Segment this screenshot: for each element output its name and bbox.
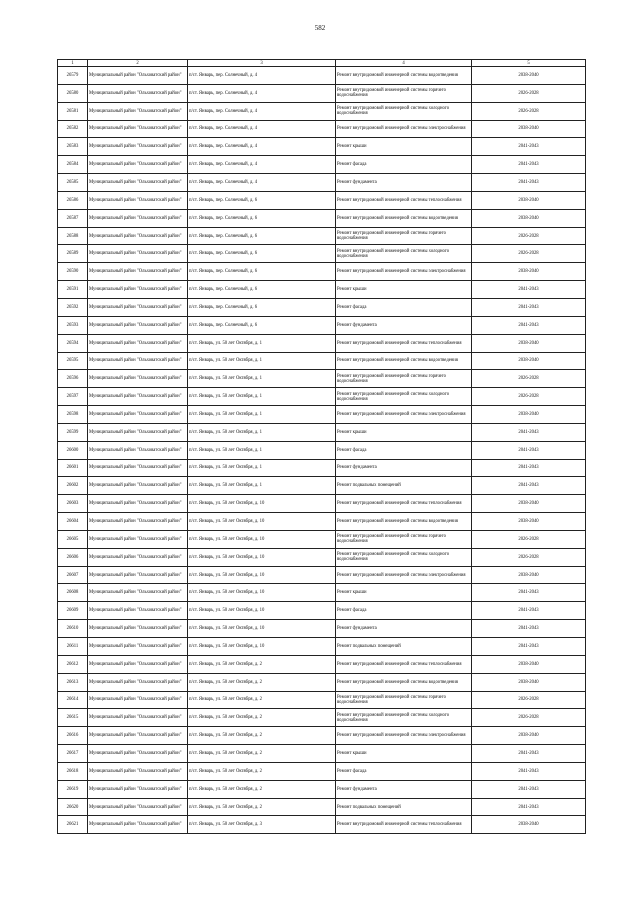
period-cell: 2026-2028 bbox=[472, 227, 586, 245]
work-type-cell: Ремонт внутридомовой инженерной системы теплоснабжения bbox=[336, 816, 472, 834]
row-number: 26618 bbox=[58, 762, 88, 780]
municipality-cell: Муниципальный район "Ольховатский район" bbox=[88, 673, 188, 691]
row-number: 26586 bbox=[58, 191, 88, 209]
address-cell: п/ст. Январь, пер. Солнечный, д. 6 bbox=[188, 263, 336, 281]
work-type-cell: Ремонт подвальных помещений bbox=[336, 798, 472, 816]
address-cell: п/ст. Январь, ул. 50 лет Октября, д. 2 bbox=[188, 762, 336, 780]
period-cell: 2038-2040 bbox=[472, 352, 586, 370]
municipality-cell: Муниципальный район "Ольховатский район" bbox=[88, 334, 188, 352]
work-type-cell: Ремонт внутридомовой инженерной системы электроснабжения bbox=[336, 263, 472, 281]
address-cell: п/ст. Январь, пер. Солнечный, д. 6 bbox=[188, 209, 336, 227]
work-type-cell: Ремонт фасада bbox=[336, 441, 472, 459]
table-row bbox=[58, 566, 586, 584]
period-cell: 2038-2040 bbox=[472, 334, 586, 352]
period-cell: 2038-2040 bbox=[472, 120, 586, 138]
work-type-cell: Ремонт подвальных помещений bbox=[336, 638, 472, 656]
table-row bbox=[58, 780, 586, 798]
municipality-cell: Муниципальный район "Ольховатский район" bbox=[88, 138, 188, 156]
municipality-cell: Муниципальный район "Ольховатский район" bbox=[88, 798, 188, 816]
table-row bbox=[58, 227, 586, 245]
municipality-cell: Муниципальный район "Ольховатский район" bbox=[88, 530, 188, 548]
work-type-cell: Ремонт внутридомовой инженерной системы горячего водоснабжения bbox=[336, 530, 472, 548]
table-row bbox=[58, 673, 586, 691]
row-number: 26584 bbox=[58, 156, 88, 174]
work-type-cell: Ремонт внутридомовой инженерной системы электроснабжения bbox=[336, 566, 472, 584]
row-number: 26582 bbox=[58, 120, 88, 138]
table-row bbox=[58, 316, 586, 334]
table-row bbox=[58, 691, 586, 709]
period-cell: 2038-2040 bbox=[472, 495, 586, 513]
period-cell: 2038-2040 bbox=[472, 406, 586, 424]
address-cell: п/ст. Январь, ул. 50 лет Октября, д. 1 bbox=[188, 388, 336, 406]
row-number: 26609 bbox=[58, 602, 88, 620]
period-cell: 2038-2040 bbox=[472, 191, 586, 209]
header-col-3: 3 bbox=[188, 60, 336, 67]
address-cell: п/ст. Январь, ул. 50 лет Октября, д. 1 bbox=[188, 423, 336, 441]
work-type-cell: Ремонт внутридомовой инженерной системы горячего водоснабжения bbox=[336, 370, 472, 388]
address-cell: п/ст. Январь, ул. 50 лет Октября, д. 1 bbox=[188, 441, 336, 459]
address-cell: п/ст. Январь, ул. 50 лет Октября, д. 10 bbox=[188, 548, 336, 566]
municipality-cell: Муниципальный район "Ольховатский район" bbox=[88, 120, 188, 138]
address-cell: п/ст. Январь, ул. 50 лет Октября, д. 2 bbox=[188, 780, 336, 798]
table-row bbox=[58, 102, 586, 120]
period-cell: 2026-2028 bbox=[472, 102, 586, 120]
work-type-cell: Ремонт внутридомовой инженерной системы теплоснабжения bbox=[336, 655, 472, 673]
table-row bbox=[58, 459, 586, 477]
period-cell: 2038-2040 bbox=[472, 566, 586, 584]
row-number: 26602 bbox=[58, 477, 88, 495]
table-row bbox=[58, 298, 586, 316]
table-row bbox=[58, 816, 586, 834]
municipality-cell: Муниципальный район "Ольховатский район" bbox=[88, 566, 188, 584]
municipality-cell: Муниципальный район "Ольховатский район" bbox=[88, 638, 188, 656]
table-row bbox=[58, 138, 586, 156]
row-number: 26612 bbox=[58, 655, 88, 673]
period-cell: 2041-2043 bbox=[472, 762, 586, 780]
municipality-cell: Муниципальный район "Ольховатский район" bbox=[88, 298, 188, 316]
table-row bbox=[58, 655, 586, 673]
municipality-cell: Муниципальный район "Ольховатский район" bbox=[88, 477, 188, 495]
table-row bbox=[58, 263, 586, 281]
period-cell: 2041-2043 bbox=[472, 174, 586, 192]
row-number: 26605 bbox=[58, 530, 88, 548]
table-row bbox=[58, 209, 586, 227]
address-cell: п/ст. Январь, пер. Солнечный, д. 6 bbox=[188, 227, 336, 245]
work-type-cell: Ремонт фундамента bbox=[336, 316, 472, 334]
work-type-cell: Ремонт внутридомовой инженерной системы электроснабжения bbox=[336, 727, 472, 745]
period-cell: 2041-2043 bbox=[472, 620, 586, 638]
work-type-cell: Ремонт внутридомовой инженерной системы водоотведения bbox=[336, 673, 472, 691]
row-number: 26594 bbox=[58, 334, 88, 352]
work-type-cell: Ремонт внутридомовой инженерной системы холодного водоснабжения bbox=[336, 709, 472, 727]
work-type-cell: Ремонт внутридомовой инженерной системы водоотведения bbox=[336, 67, 472, 85]
municipality-cell: Муниципальный район "Ольховатский район" bbox=[88, 780, 188, 798]
period-cell: 2026-2028 bbox=[472, 709, 586, 727]
municipality-cell: Муниципальный район "Ольховатский район" bbox=[88, 709, 188, 727]
row-number: 26614 bbox=[58, 691, 88, 709]
work-type-cell: Ремонт фасада bbox=[336, 602, 472, 620]
address-cell: п/ст. Январь, ул. 50 лет Октября, д. 1 bbox=[188, 334, 336, 352]
row-number: 26611 bbox=[58, 638, 88, 656]
work-type-cell: Ремонт крыши bbox=[336, 138, 472, 156]
municipality-cell: Муниципальный район "Ольховатский район" bbox=[88, 620, 188, 638]
work-type-cell: Ремонт внутридомовой инженерной системы холодного водоснабжения bbox=[336, 102, 472, 120]
row-number: 26597 bbox=[58, 388, 88, 406]
municipality-cell: Муниципальный район "Ольховатский район" bbox=[88, 459, 188, 477]
row-number: 26601 bbox=[58, 459, 88, 477]
work-type-cell: Ремонт внутридомовой инженерной системы горячего водоснабжения bbox=[336, 691, 472, 709]
period-cell: 2026-2028 bbox=[472, 84, 586, 102]
work-type-cell: Ремонт фасада bbox=[336, 762, 472, 780]
municipality-cell: Муниципальный район "Ольховатский район" bbox=[88, 281, 188, 299]
period-cell: 2038-2040 bbox=[472, 209, 586, 227]
municipality-cell: Муниципальный район "Ольховатский район" bbox=[88, 245, 188, 263]
table-row bbox=[58, 584, 586, 602]
work-type-cell: Ремонт внутридомовой инженерной системы водоотведения bbox=[336, 513, 472, 531]
header-row bbox=[58, 60, 586, 67]
work-type-cell: Ремонт внутридомовой инженерной системы горячего водоснабжения bbox=[336, 84, 472, 102]
header-col-5: 5 bbox=[472, 60, 586, 67]
work-type-cell: Ремонт внутридомовой инженерной системы теплоснабжения bbox=[336, 334, 472, 352]
period-cell: 2041-2043 bbox=[472, 316, 586, 334]
municipality-cell: Муниципальный район "Ольховатский район" bbox=[88, 209, 188, 227]
municipality-cell: Муниципальный район "Ольховатский район" bbox=[88, 263, 188, 281]
work-type-cell: Ремонт внутридомовой инженерной системы водоотведения bbox=[336, 209, 472, 227]
row-number: 26585 bbox=[58, 174, 88, 192]
period-cell: 2026-2028 bbox=[472, 530, 586, 548]
row-number: 26595 bbox=[58, 352, 88, 370]
municipality-cell: Муниципальный район "Ольховатский район" bbox=[88, 174, 188, 192]
address-cell: п/ст. Январь, пер. Солнечный, д. 4 bbox=[188, 174, 336, 192]
address-cell: п/ст. Январь, пер. Солнечный, д. 6 bbox=[188, 245, 336, 263]
address-cell: п/ст. Январь, ул. 50 лет Октября, д. 2 bbox=[188, 727, 336, 745]
address-cell: п/ст. Январь, ул. 50 лет Октября, д. 2 bbox=[188, 691, 336, 709]
municipality-cell: Муниципальный район "Ольховатский район" bbox=[88, 727, 188, 745]
municipality-cell: Муниципальный район "Ольховатский район" bbox=[88, 495, 188, 513]
period-cell: 2041-2043 bbox=[472, 798, 586, 816]
address-cell: п/ст. Январь, ул. 50 лет Октября, д. 10 bbox=[188, 638, 336, 656]
municipality-cell: Муниципальный район "Ольховатский район" bbox=[88, 370, 188, 388]
work-type-cell: Ремонт крыши bbox=[336, 584, 472, 602]
period-cell: 2041-2043 bbox=[472, 638, 586, 656]
period-cell: 2038-2040 bbox=[472, 673, 586, 691]
period-cell: 2026-2028 bbox=[472, 691, 586, 709]
table-row bbox=[58, 709, 586, 727]
table-row bbox=[58, 727, 586, 745]
page-number: 582 bbox=[314, 24, 326, 32]
table-row bbox=[58, 370, 586, 388]
row-number: 26591 bbox=[58, 281, 88, 299]
table-row bbox=[58, 441, 586, 459]
table-row bbox=[58, 191, 586, 209]
table-row bbox=[58, 156, 586, 174]
address-cell: п/ст. Январь, ул. 50 лет Октября, д. 10 bbox=[188, 513, 336, 531]
address-cell: п/ст. Январь, ул. 50 лет Октября, д. 10 bbox=[188, 584, 336, 602]
period-cell: 2041-2043 bbox=[472, 156, 586, 174]
table-row bbox=[58, 84, 586, 102]
work-type-cell: Ремонт крыши bbox=[336, 281, 472, 299]
row-number: 26592 bbox=[58, 298, 88, 316]
row-number: 26613 bbox=[58, 673, 88, 691]
period-cell: 2041-2043 bbox=[472, 441, 586, 459]
work-type-cell: Ремонт крыши bbox=[336, 745, 472, 763]
row-number: 26588 bbox=[58, 227, 88, 245]
work-type-cell: Ремонт внутридомовой инженерной системы теплоснабжения bbox=[336, 495, 472, 513]
table-row bbox=[58, 423, 586, 441]
row-number: 26607 bbox=[58, 566, 88, 584]
header-col-1: 1 bbox=[58, 60, 88, 67]
address-cell: п/ст. Январь, ул. 50 лет Октября, д. 10 bbox=[188, 620, 336, 638]
address-cell: п/ст. Январь, ул. 50 лет Октября, д. 10 bbox=[188, 566, 336, 584]
period-cell: 2026-2028 bbox=[472, 370, 586, 388]
work-type-cell: Ремонт внутридомовой инженерной системы холодного водоснабжения bbox=[336, 388, 472, 406]
work-type-cell: Ремонт внутридомовой инженерной системы электроснабжения bbox=[336, 120, 472, 138]
work-type-cell: Ремонт внутридомовой инженерной системы горячего водоснабжения bbox=[336, 227, 472, 245]
work-type-cell: Ремонт фасада bbox=[336, 298, 472, 316]
address-cell: п/ст. Январь, пер. Солнечный, д. 6 bbox=[188, 281, 336, 299]
row-number: 26580 bbox=[58, 84, 88, 102]
work-type-cell: Ремонт внутридомовой инженерной системы водоотведения bbox=[336, 352, 472, 370]
work-type-cell: Ремонт внутридомовой инженерной системы холодного водоснабжения bbox=[336, 245, 472, 263]
municipality-cell: Муниципальный район "Ольховатский район" bbox=[88, 67, 188, 85]
work-type-cell: Ремонт крыши bbox=[336, 423, 472, 441]
work-type-cell: Ремонт фундамента bbox=[336, 780, 472, 798]
period-cell: 2041-2043 bbox=[472, 138, 586, 156]
row-number: 26593 bbox=[58, 316, 88, 334]
table-row bbox=[58, 352, 586, 370]
period-cell: 2041-2043 bbox=[472, 780, 586, 798]
municipality-cell: Муниципальный район "Ольховатский район" bbox=[88, 548, 188, 566]
work-type-cell: Ремонт фундамента bbox=[336, 174, 472, 192]
work-type-cell: Ремонт фасада bbox=[336, 156, 472, 174]
period-cell: 2041-2043 bbox=[472, 602, 586, 620]
period-cell: 2041-2043 bbox=[472, 298, 586, 316]
address-cell: п/ст. Январь, ул. 50 лет Октября, д. 1 bbox=[188, 477, 336, 495]
row-number: 26615 bbox=[58, 709, 88, 727]
address-cell: п/ст. Январь, пер. Солнечный, д. 4 bbox=[188, 120, 336, 138]
address-cell: п/ст. Январь, ул. 50 лет Октября, д. 2 bbox=[188, 798, 336, 816]
address-cell: п/ст. Январь, пер. Солнечный, д. 6 bbox=[188, 298, 336, 316]
row-number: 26608 bbox=[58, 584, 88, 602]
table-row bbox=[58, 602, 586, 620]
table-row bbox=[58, 548, 586, 566]
period-cell: 2026-2028 bbox=[472, 548, 586, 566]
municipality-cell: Муниципальный район "Ольховатский район" bbox=[88, 156, 188, 174]
address-cell: п/ст. Январь, ул. 50 лет Октября, д. 2 bbox=[188, 673, 336, 691]
address-cell: п/ст. Январь, ул. 50 лет Октября, д. 10 bbox=[188, 495, 336, 513]
row-number: 26598 bbox=[58, 406, 88, 424]
municipality-cell: Муниципальный район "Ольховатский район" bbox=[88, 513, 188, 531]
work-type-cell: Ремонт внутридомовой инженерной системы холодного водоснабжения bbox=[336, 548, 472, 566]
municipality-cell: Муниципальный район "Ольховатский район" bbox=[88, 745, 188, 763]
municipality-cell: Муниципальный район "Ольховатский район" bbox=[88, 602, 188, 620]
row-number: 26610 bbox=[58, 620, 88, 638]
address-cell: п/ст. Январь, пер. Солнечный, д. 6 bbox=[188, 191, 336, 209]
work-type-cell: Ремонт подвальных помещений bbox=[336, 477, 472, 495]
address-cell: п/ст. Январь, ул. 50 лет Октября, д. 1 bbox=[188, 370, 336, 388]
row-number: 26579 bbox=[58, 67, 88, 85]
municipality-cell: Муниципальный район "Ольховатский район" bbox=[88, 691, 188, 709]
municipality-cell: Муниципальный район "Ольховатский район" bbox=[88, 316, 188, 334]
period-cell: 2038-2040 bbox=[472, 513, 586, 531]
table-row bbox=[58, 745, 586, 763]
address-cell: п/ст. Январь, пер. Солнечный, д. 4 bbox=[188, 84, 336, 102]
address-cell: п/ст. Январь, ул. 50 лет Октября, д. 1 bbox=[188, 459, 336, 477]
municipality-cell: Муниципальный район "Ольховатский район" bbox=[88, 762, 188, 780]
period-cell: 2041-2043 bbox=[472, 477, 586, 495]
municipality-cell: Муниципальный район "Ольховатский район" bbox=[88, 655, 188, 673]
period-cell: 2041-2043 bbox=[472, 423, 586, 441]
table-row bbox=[58, 798, 586, 816]
table-row bbox=[58, 245, 586, 263]
table-row bbox=[58, 638, 586, 656]
table-row bbox=[58, 620, 586, 638]
address-cell: п/ст. Январь, ул. 50 лет Октября, д. 2 bbox=[188, 745, 336, 763]
address-cell: п/ст. Январь, ул. 50 лет Октября, д. 1 bbox=[188, 406, 336, 424]
row-number: 26581 bbox=[58, 102, 88, 120]
row-number: 26599 bbox=[58, 423, 88, 441]
row-number: 26616 bbox=[58, 727, 88, 745]
address-cell: п/ст. Январь, ул. 50 лет Октября, д. 2 bbox=[188, 709, 336, 727]
header-col-2: 2 bbox=[88, 60, 188, 67]
header-col-4: 4 bbox=[336, 60, 472, 67]
period-cell: 2038-2040 bbox=[472, 655, 586, 673]
work-type-cell: Ремонт внутридомовой инженерной системы электроснабжения bbox=[336, 406, 472, 424]
municipality-cell: Муниципальный район "Ольховатский район" bbox=[88, 388, 188, 406]
address-cell: п/ст. Январь, ул. 50 лет Октября, д. 10 bbox=[188, 602, 336, 620]
municipality-cell: Муниципальный район "Ольховатский район" bbox=[88, 84, 188, 102]
period-cell: 2038-2040 bbox=[472, 727, 586, 745]
municipality-cell: Муниципальный район "Ольховатский район" bbox=[88, 227, 188, 245]
row-number: 26621 bbox=[58, 816, 88, 834]
address-cell: п/ст. Январь, ул. 50 лет Октября, д. 2 bbox=[188, 655, 336, 673]
table-row bbox=[58, 67, 586, 85]
address-cell: п/ст. Январь, пер. Солнечный, д. 4 bbox=[188, 102, 336, 120]
table-row bbox=[58, 513, 586, 531]
row-number: 26600 bbox=[58, 441, 88, 459]
row-number: 26596 bbox=[58, 370, 88, 388]
municipality-cell: Муниципальный район "Ольховатский район" bbox=[88, 191, 188, 209]
work-type-cell: Ремонт внутридомовой инженерной системы теплоснабжения bbox=[336, 191, 472, 209]
municipality-cell: Муниципальный район "Ольховатский район" bbox=[88, 102, 188, 120]
capital-repair-table bbox=[57, 59, 586, 834]
municipality-cell: Муниципальный район "Ольховатский район" bbox=[88, 352, 188, 370]
municipality-cell: Муниципальный район "Ольховатский район" bbox=[88, 816, 188, 834]
row-number: 26590 bbox=[58, 263, 88, 281]
row-number: 26587 bbox=[58, 209, 88, 227]
row-number: 26603 bbox=[58, 495, 88, 513]
row-number: 26589 bbox=[58, 245, 88, 263]
municipality-cell: Муниципальный район "Ольховатский район" bbox=[88, 423, 188, 441]
period-cell: 2026-2028 bbox=[472, 245, 586, 263]
table-row bbox=[58, 334, 586, 352]
period-cell: 2038-2040 bbox=[472, 816, 586, 834]
municipality-cell: Муниципальный район "Ольховатский район" bbox=[88, 406, 188, 424]
row-number: 26617 bbox=[58, 745, 88, 763]
table-row bbox=[58, 530, 586, 548]
period-cell: 2041-2043 bbox=[472, 745, 586, 763]
row-number: 26604 bbox=[58, 513, 88, 531]
address-cell: п/ст. Январь, ул. 50 лет Октября, д. 1 bbox=[188, 352, 336, 370]
row-number: 26583 bbox=[58, 138, 88, 156]
period-cell: 2026-2028 bbox=[472, 388, 586, 406]
period-cell: 2041-2043 bbox=[472, 281, 586, 299]
period-cell: 2038-2040 bbox=[472, 263, 586, 281]
work-type-cell: Ремонт фундамента bbox=[336, 620, 472, 638]
table-body bbox=[58, 67, 586, 834]
municipality-cell: Муниципальный район "Ольховатский район" bbox=[88, 441, 188, 459]
table-row bbox=[58, 762, 586, 780]
table-row bbox=[58, 477, 586, 495]
table-row bbox=[58, 120, 586, 138]
table-row bbox=[58, 174, 586, 192]
row-number: 26620 bbox=[58, 798, 88, 816]
address-cell: п/ст. Январь, пер. Солнечный, д. 6 bbox=[188, 316, 336, 334]
address-cell: п/ст. Январь, ул. 50 лет Октября, д. 3 bbox=[188, 816, 336, 834]
address-cell: п/ст. Январь, пер. Солнечный, д. 4 bbox=[188, 67, 336, 85]
table-row bbox=[58, 495, 586, 513]
address-cell: п/ст. Январь, пер. Солнечный, д. 4 bbox=[188, 138, 336, 156]
table-row bbox=[58, 281, 586, 299]
municipality-cell: Муниципальный район "Ольховатский район" bbox=[88, 584, 188, 602]
period-cell: 2041-2043 bbox=[472, 584, 586, 602]
address-cell: п/ст. Январь, ул. 50 лет Октября, д. 10 bbox=[188, 530, 336, 548]
table-row bbox=[58, 406, 586, 424]
work-type-cell: Ремонт фундамента bbox=[336, 459, 472, 477]
table-row bbox=[58, 388, 586, 406]
period-cell: 2038-2040 bbox=[472, 67, 586, 85]
row-number: 26606 bbox=[58, 548, 88, 566]
row-number: 26619 bbox=[58, 780, 88, 798]
address-cell: п/ст. Январь, пер. Солнечный, д. 4 bbox=[188, 156, 336, 174]
period-cell: 2041-2043 bbox=[472, 459, 586, 477]
